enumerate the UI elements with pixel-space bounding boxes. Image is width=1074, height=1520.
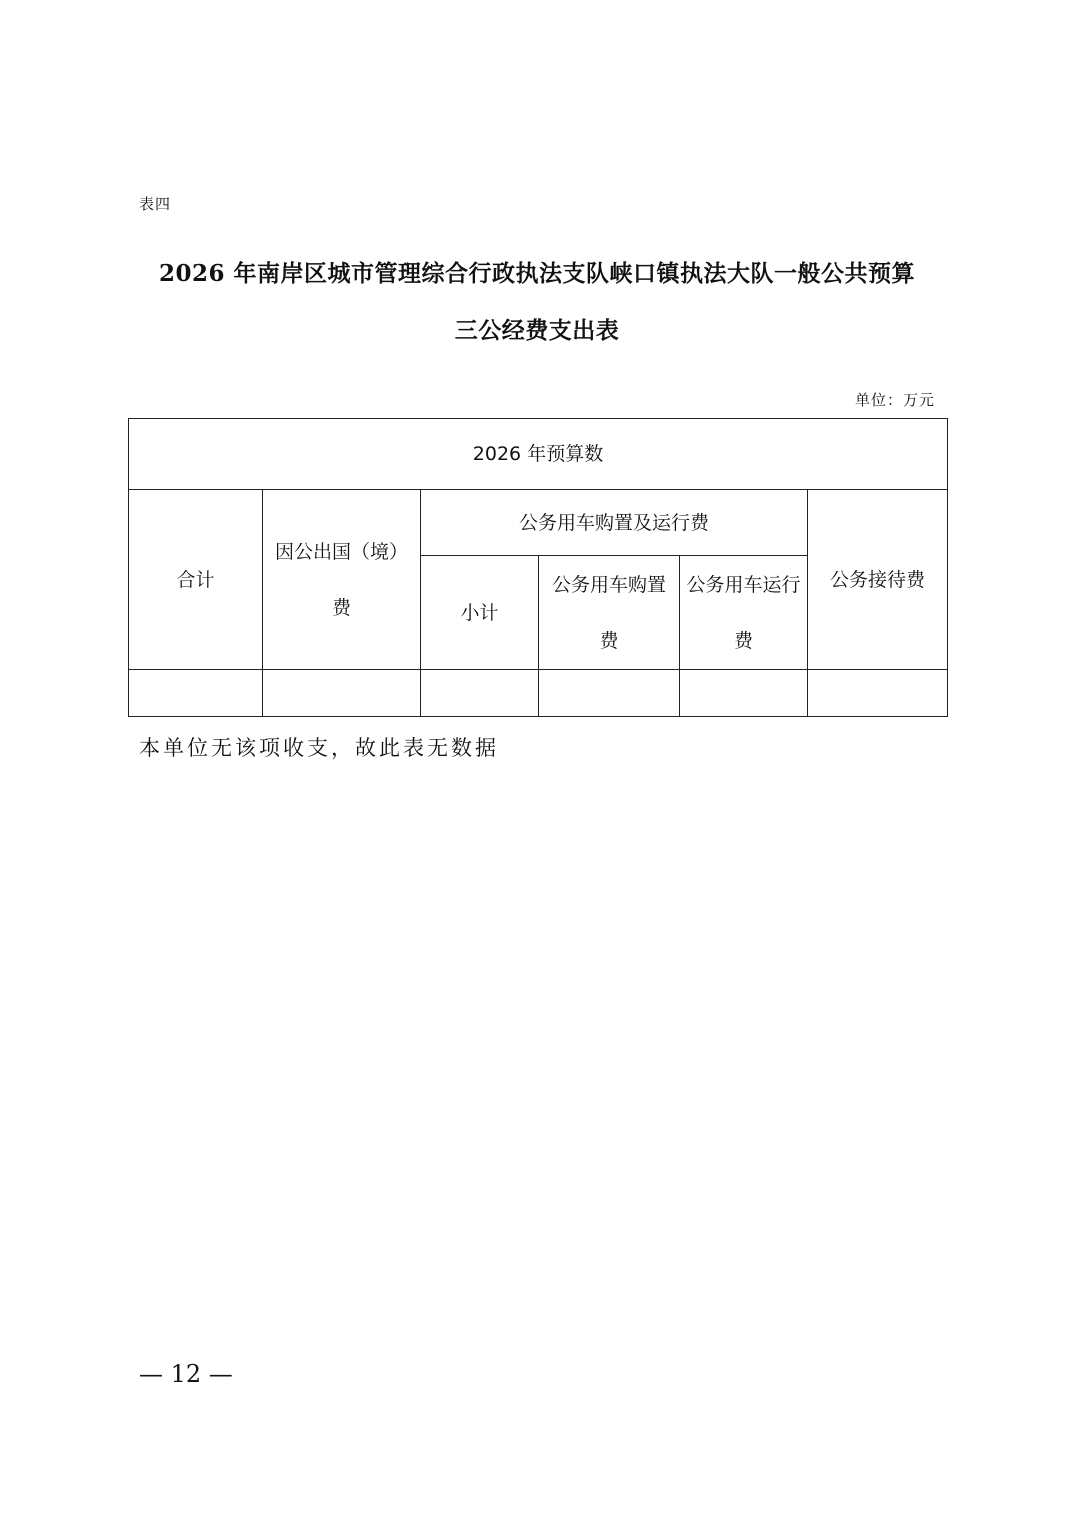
header-subtotal: 小计 [421, 556, 539, 670]
header-overseas: 因公出国（境）费 [263, 490, 421, 670]
document-title-line1: 2026 年南岸区城市管理综合行政执法支队峡口镇执法大队一般公共预算 [158, 260, 916, 287]
header-vehicle-operation: 公务用车运行费 [680, 556, 808, 670]
header-total: 合计 [129, 490, 263, 670]
cell-vehicle-purchase [539, 670, 680, 717]
page-number: — 12 — [139, 1360, 233, 1388]
cell-total [129, 670, 263, 717]
table-label: 表四 [139, 195, 172, 213]
cell-overseas [263, 670, 421, 717]
table-row [129, 670, 948, 717]
cell-reception [808, 670, 948, 717]
document-title-line2: 三公经费支出表 [454, 317, 620, 344]
no-data-note: 本单位无该项收支，故此表无数据 [139, 736, 499, 760]
header-reception: 公务接待费 [808, 490, 948, 670]
cell-subtotal [421, 670, 539, 717]
header-vehicle-purchase: 公务用车购置费 [539, 556, 680, 670]
header-vehicle-group: 公务用车购置及运行费 [421, 490, 808, 556]
three-public-expenses-table [128, 418, 948, 717]
unit-label: 单位：万元 [854, 391, 935, 409]
cell-vehicle-operation [680, 670, 808, 717]
header-budget-2026: 2026 年预算数 [129, 419, 948, 490]
